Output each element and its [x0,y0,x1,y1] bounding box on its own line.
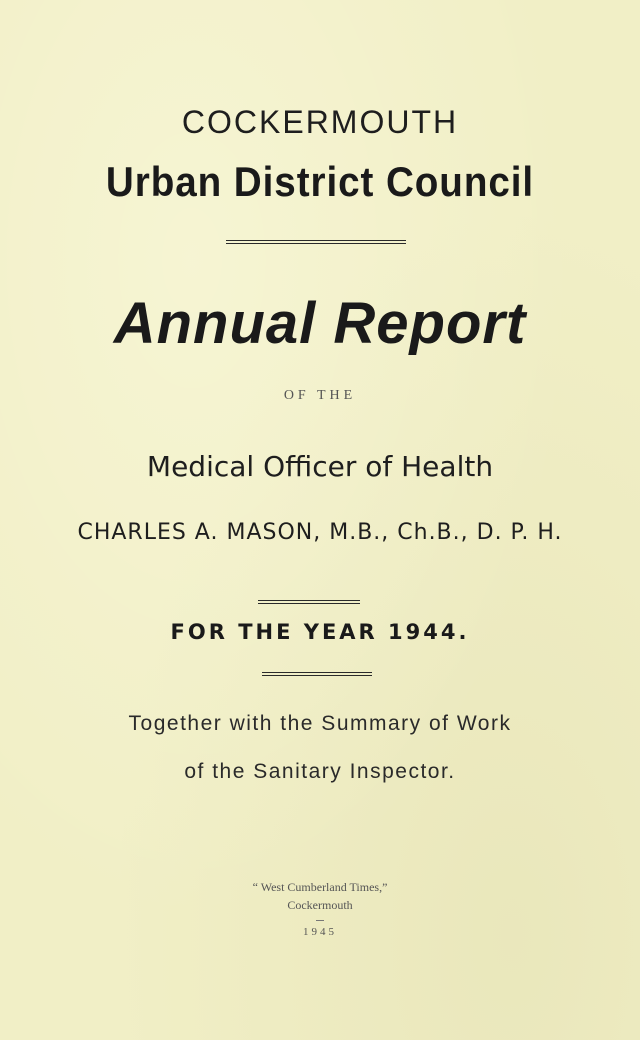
rule-above-year [258,600,360,604]
report-title: Annual Report [113,291,527,356]
council-name: Urban District Council [105,158,535,205]
town-name: COCKERMOUTH [181,104,459,140]
small-dash [316,920,324,921]
officer-name: CHARLES A. MASON, M.B., Ch.B., D. P. H. [77,520,563,545]
inspector-line: of the Sanitary Inspector. [184,760,456,783]
printer-name: “ West Cumberland Times,” [252,880,388,894]
summary-line: Together with the Summary of Work [128,712,512,735]
of-the-text: OF THE [283,388,357,403]
publication-year: 1945 [303,926,337,938]
printer-place: Cockermouth [287,898,353,912]
rule-below-year [262,672,372,676]
officer-title: Medical Officer of Health [146,450,494,483]
report-year: FOR THE YEAR 1944. [170,620,470,644]
rule-under-council [226,240,406,244]
